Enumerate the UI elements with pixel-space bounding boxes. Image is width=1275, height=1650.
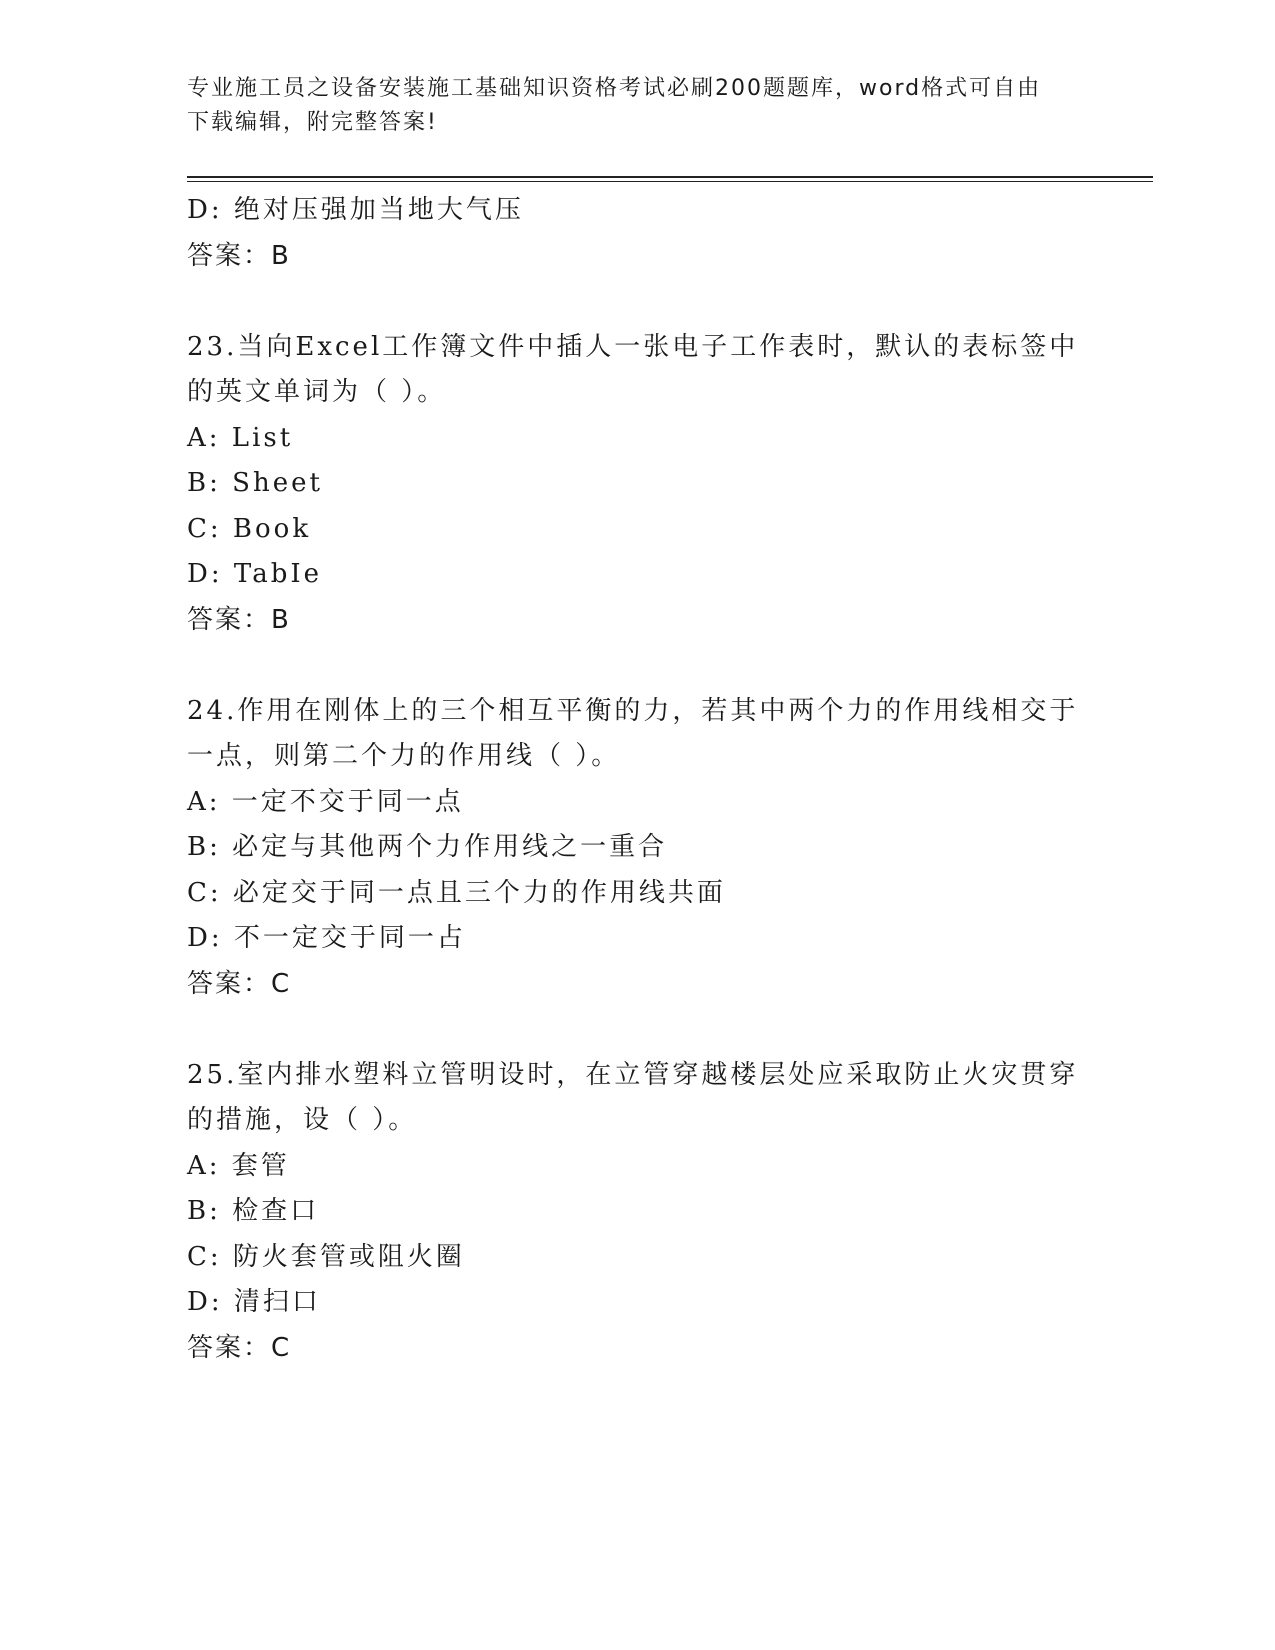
option-b: B: Sheet bbox=[187, 468, 323, 498]
option-a: A: 套管 bbox=[187, 1150, 290, 1181]
question-stem: 的英文单词为（ ）。 bbox=[187, 377, 447, 407]
option-d: D: TabIe bbox=[187, 559, 322, 589]
question-stem: 25.室内排水塑料立管明设时，在立管穿越楼层处应采取防止火灾贯穿 bbox=[187, 1059, 1079, 1090]
header-line-1: 专业施工员之设备安装施工基础知识资格考试必刷200题题库，word格式可自由 bbox=[187, 76, 1042, 101]
option-d: D: 清扫口 bbox=[187, 1287, 321, 1317]
option-a: A: 一定不交于同一点 bbox=[187, 786, 464, 817]
question-stem: 23.当向Excel工作簿文件中插人一张电子工作表时，默认的表标签中 bbox=[187, 331, 1079, 362]
header-divider-thin bbox=[187, 181, 1153, 182]
option-a: A: List bbox=[187, 422, 294, 453]
question-stem: 的措施，设（ ）。 bbox=[187, 1105, 418, 1135]
option-d: D: 不一定交于同一占 bbox=[187, 923, 466, 953]
question-stem: 24.作用在刚体上的三个相互平衡的力，若其中两个力的作用线相交于 bbox=[187, 695, 1079, 726]
spacer bbox=[187, 1007, 1087, 1053]
header-divider-thick bbox=[187, 176, 1153, 178]
question-content bbox=[187, 188, 1087, 1371]
option-c: C: 防火套管或阻火圈 bbox=[187, 1241, 465, 1272]
document-header bbox=[187, 72, 1087, 140]
header-line-2: 下载编辑，附完整答案! bbox=[187, 110, 438, 135]
spacer bbox=[187, 643, 1087, 689]
question-25 bbox=[187, 1053, 1087, 1372]
option-b: B: 检查口 bbox=[187, 1196, 320, 1226]
spacer bbox=[187, 279, 1087, 325]
question-23 bbox=[187, 325, 1087, 644]
question-stem: 一点，则第二个力的作用线（ ）。 bbox=[187, 741, 621, 771]
option-c: C: 必定交于同一点且三个力的作用线共面 bbox=[187, 877, 726, 908]
question-24 bbox=[187, 689, 1087, 1008]
option-b: B: 必定与其他两个力作用线之一重合 bbox=[187, 832, 668, 862]
option-c: C: Book bbox=[187, 513, 312, 544]
answer: 答案：B bbox=[187, 604, 291, 635]
prev-option-d: D: 绝对压强加当地大气压 bbox=[187, 195, 524, 225]
prev-answer: 答案：B bbox=[187, 240, 291, 271]
answer: 答案：C bbox=[187, 968, 292, 999]
answer: 答案：C bbox=[187, 1332, 292, 1363]
